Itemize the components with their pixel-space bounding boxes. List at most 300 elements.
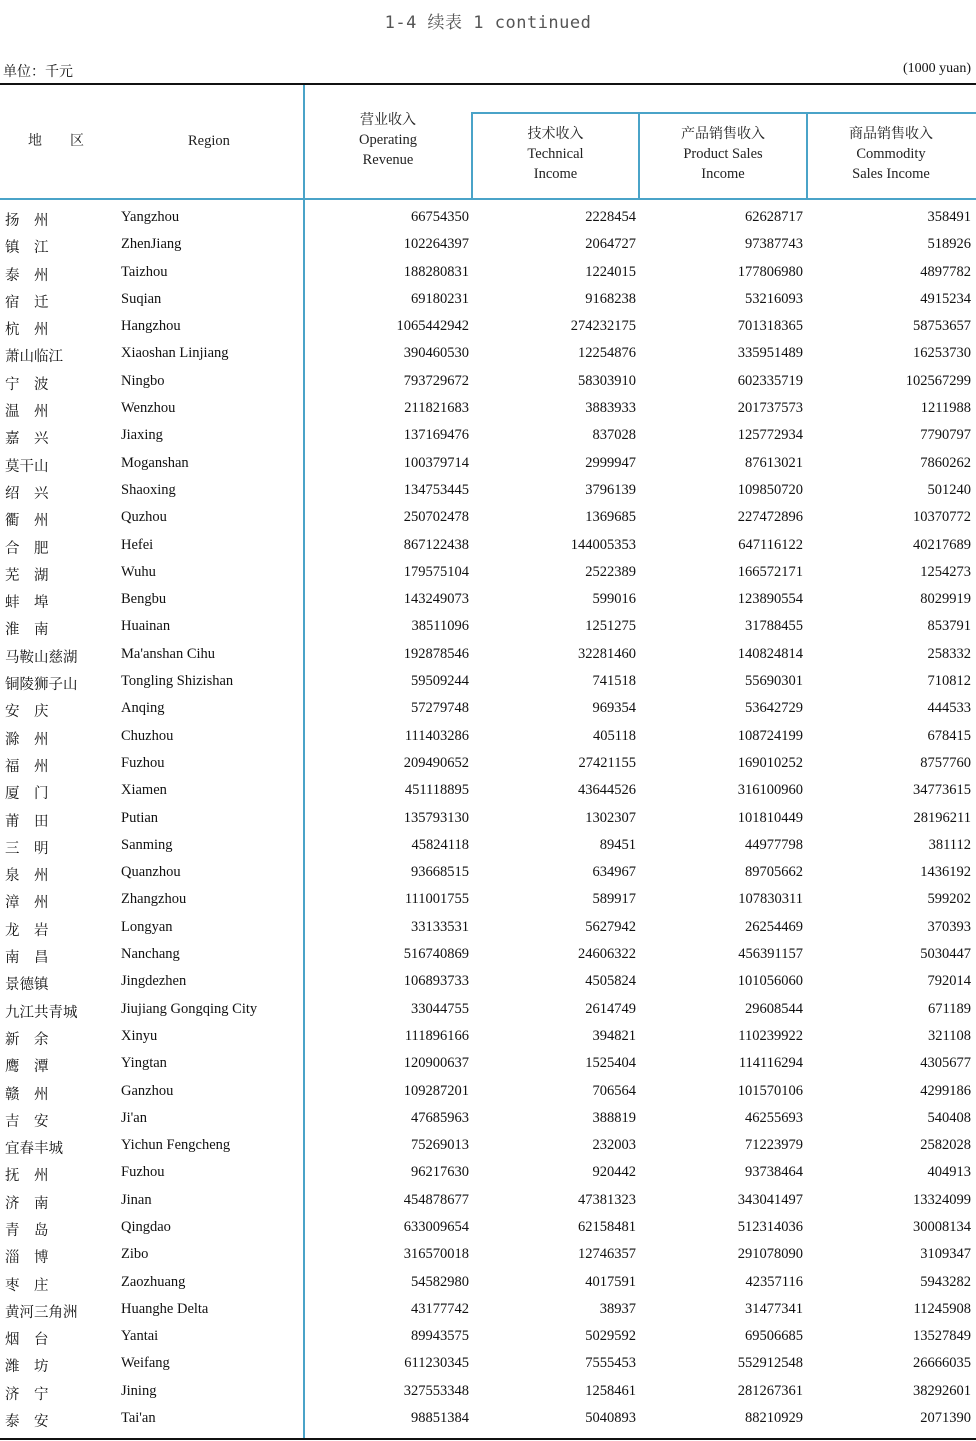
operating-revenue-cell: 111001755	[404, 891, 469, 908]
product-sales-income-cell: 512314036	[737, 1218, 803, 1235]
table-bottom-rule	[0, 1438, 976, 1440]
operating-revenue-cell: 75269013	[411, 1137, 469, 1154]
region-en-cell: Hangzhou	[121, 318, 181, 335]
region-en-cell: Moganshan	[121, 454, 189, 471]
operating-revenue-cell: 327553348	[403, 1382, 469, 1399]
technical-income-cell: 47381323	[578, 1191, 636, 1208]
commodity-sales-income-cell: 13324099	[913, 1191, 971, 1208]
region-en-cell: Zaozhuang	[121, 1273, 186, 1290]
commodity-sales-income-cell: 58753657	[913, 318, 971, 335]
technical-income-cell: 58303910	[578, 372, 636, 389]
operating-revenue-cell: 38511096	[411, 618, 469, 635]
region-en-cell: Wenzhou	[121, 400, 176, 417]
product-sales-income-cell: 456391157	[738, 946, 803, 963]
region-cn-cell: 三 明	[5, 840, 49, 857]
commodity-sales-income-cell: 34773615	[913, 782, 971, 799]
technical-income-cell: 969354	[592, 700, 636, 717]
region-en-cell: Huanghe Delta	[121, 1300, 209, 1317]
region-en-cell: Ma'anshan Cihu	[121, 645, 216, 662]
technical-income-cell: 405118	[593, 727, 636, 744]
technical-income-cell: 274232175	[570, 318, 636, 335]
region-cn-cell: 温 州	[5, 404, 49, 421]
product-sales-income-cell: 123890554	[737, 591, 803, 608]
technical-income-cell: 7555453	[585, 1355, 636, 1372]
header-technical-income: 技术收入 Technical Income	[527, 126, 584, 182]
region-en-cell: Yangzhou	[121, 209, 180, 225]
commodity-sales-income-cell: 40217689	[913, 536, 971, 553]
region-en-cell: Quanzhou	[121, 864, 181, 881]
commodity-sales-income-cell: 13527849	[913, 1328, 971, 1345]
commodity-sales-income-cell: 7860262	[920, 454, 971, 471]
product-sales-income-cell: 140824814	[737, 645, 803, 662]
region-cn-cell: 龙 岩	[5, 922, 49, 939]
commodity-sales-income-cell: 11245908	[913, 1300, 971, 1317]
product-sales-income-cell: 53216093	[745, 290, 803, 307]
table-row	[0, 1215, 976, 1242]
commodity-sales-income-cell: 4915234	[920, 290, 971, 307]
product-sales-income-cell: 88210929	[745, 1410, 803, 1427]
region-cn-cell: 宜春丰城	[5, 1141, 63, 1158]
commodity-sales-income-cell: 7790797	[920, 427, 971, 444]
technical-income-cell: 232003	[592, 1137, 636, 1154]
region-cn-cell: 滁 州	[5, 731, 49, 748]
header-sub-rule	[471, 112, 976, 114]
table-row	[0, 614, 976, 641]
operating-revenue-cell: 33133531	[411, 918, 469, 935]
table-row	[0, 751, 976, 778]
region-en-cell: Jining	[121, 1382, 157, 1399]
table-row	[0, 1079, 976, 1106]
technical-income-cell: 2228454	[585, 209, 636, 225]
region-cn-cell: 宿 迁	[5, 294, 49, 311]
technical-income-cell: 589917	[592, 891, 636, 908]
operating-revenue-cell: 100379714	[403, 454, 469, 471]
operating-revenue-cell: 188280831	[403, 263, 469, 280]
commodity-sales-income-cell: 853791	[927, 618, 971, 635]
region-cn-cell: 泰 州	[5, 267, 49, 284]
unit-label-en: (1000 yuan)	[902, 61, 971, 76]
region-cn-cell: 烟 台	[5, 1332, 49, 1349]
table-row	[0, 1188, 976, 1215]
operating-revenue-cell: 93668515	[411, 864, 469, 881]
region-cn-cell: 新 余	[5, 1031, 49, 1048]
commodity-sales-income-cell: 5030447	[920, 946, 971, 963]
operating-revenue-cell: 1065442942	[396, 318, 469, 335]
operating-revenue-cell: 33044755	[411, 1000, 469, 1017]
product-sales-income-cell: 169010252	[737, 754, 803, 771]
operating-revenue-cell: 59509244	[411, 673, 469, 690]
product-sales-income-cell: 602335719	[737, 372, 803, 389]
table-row	[0, 1106, 976, 1133]
region-en-cell: Yichun Fengcheng	[121, 1137, 231, 1154]
technical-income-cell: 9168238	[585, 290, 636, 307]
operating-revenue-cell: 106893733	[403, 973, 469, 990]
operating-revenue-cell: 102264397	[403, 236, 469, 253]
table-row	[0, 1324, 976, 1351]
region-cn-cell: 铜陵狮子山	[5, 677, 78, 694]
region-en-cell: Longyan	[121, 918, 173, 935]
commodity-sales-income-cell: 1254273	[920, 563, 971, 580]
region-cn-cell: 赣 州	[5, 1086, 49, 1103]
product-sales-income-cell: 291078090	[737, 1246, 803, 1263]
region-cn-cell: 芜 湖	[5, 567, 49, 584]
product-sales-income-cell: 110239922	[738, 1027, 803, 1044]
technical-income-cell: 43644526	[578, 782, 636, 799]
region-cn-cell: 镇 江	[5, 240, 49, 257]
commodity-sales-income-cell: 710812	[927, 673, 971, 690]
table-row	[0, 942, 976, 969]
commodity-sales-income-cell: 540408	[927, 1109, 971, 1126]
technical-income-cell: 837028	[592, 427, 636, 444]
table-row	[0, 423, 976, 450]
product-sales-income-cell: 46255693	[745, 1109, 803, 1126]
product-sales-income-cell: 125772934	[737, 427, 803, 444]
technical-income-cell: 5029592	[585, 1328, 636, 1345]
technical-income-cell: 32281460	[578, 645, 636, 662]
table-row	[0, 642, 976, 669]
region-cn-cell: 九江共青城	[5, 1004, 78, 1021]
region-cn-cell: 抚 州	[5, 1168, 49, 1185]
region-cn-cell: 鹰 潭	[5, 1059, 49, 1076]
region-en-cell: Weifang	[121, 1355, 170, 1372]
commodity-sales-income-cell: 4897782	[920, 263, 971, 280]
operating-revenue-cell: 135793130	[403, 809, 469, 826]
technical-income-cell: 89451	[599, 836, 636, 853]
technical-income-cell: 741518	[592, 673, 636, 690]
product-sales-income-cell: 31477341	[745, 1300, 803, 1317]
commodity-sales-income-cell: 102567299	[905, 372, 971, 389]
region-cn-cell: 厦 门	[5, 786, 49, 803]
table-row	[0, 505, 976, 532]
operating-revenue-cell: 54582980	[411, 1273, 469, 1290]
region-en-cell: Hefei	[121, 536, 154, 553]
region-en-cell: Zhangzhou	[121, 891, 187, 908]
region-cn-cell: 黄河三角洲	[5, 1304, 78, 1321]
product-sales-income-cell: 201737573	[737, 400, 803, 417]
technical-income-cell: 24606322	[578, 946, 636, 963]
operating-revenue-cell: 111403286	[404, 727, 469, 744]
technical-income-cell: 1525404	[585, 1055, 636, 1072]
operating-revenue-cell: 137169476	[403, 427, 469, 444]
commodity-sales-income-cell: 518926	[927, 236, 971, 253]
region-cn-cell: 泰 安	[5, 1414, 49, 1431]
commodity-sales-income-cell: 5943282	[920, 1273, 971, 1290]
region-cn-cell: 嘉 兴	[5, 431, 49, 448]
commodity-sales-income-cell: 28196211	[913, 809, 971, 826]
operating-revenue-cell: 57279748	[411, 700, 469, 717]
technical-income-cell: 920442	[592, 1164, 636, 1181]
technical-income-cell: 1224015	[585, 263, 636, 280]
operating-revenue-cell: 96217630	[411, 1164, 469, 1181]
table-row	[0, 1242, 976, 1269]
region-en-cell: Sanming	[121, 836, 173, 853]
technical-income-cell: 1302307	[585, 809, 636, 826]
commodity-sales-income-cell: 671189	[928, 1000, 971, 1017]
product-sales-income-cell: 109850720	[737, 481, 803, 498]
region-cn-cell: 扬 州	[5, 213, 49, 229]
region-en-cell: Fuzhou	[121, 1164, 165, 1181]
region-cn-cell: 杭 州	[5, 322, 49, 339]
technical-income-cell: 2999947	[585, 454, 636, 471]
operating-revenue-cell: 111896166	[404, 1027, 469, 1044]
technical-income-cell: 706564	[592, 1082, 636, 1099]
region-en-cell: Bengbu	[121, 591, 167, 608]
product-sales-income-cell: 166572171	[737, 563, 803, 580]
product-sales-income-cell: 335951489	[737, 345, 803, 362]
table-row	[0, 314, 976, 341]
commodity-sales-income-cell: 258332	[927, 645, 971, 662]
region-cn-cell: 潍 坊	[5, 1359, 49, 1376]
table-body	[0, 205, 976, 1433]
table-row	[0, 533, 976, 560]
region-cn-cell: 淮 南	[5, 622, 49, 639]
region-cn-cell: 安 庆	[5, 704, 49, 721]
operating-revenue-cell: 211821683	[404, 400, 469, 417]
region-en-cell: Ganzhou	[121, 1082, 174, 1099]
region-en-cell: Huainan	[121, 618, 171, 635]
region-en-cell: Xinyu	[121, 1027, 158, 1044]
region-en-cell: Ji'an	[121, 1109, 147, 1126]
header-bottom-rule	[0, 198, 976, 200]
region-en-cell: Wuhu	[121, 563, 156, 580]
region-en-cell: Yingtan	[121, 1055, 167, 1072]
region-cn-cell: 蚌 埠	[5, 595, 49, 612]
operating-revenue-cell: 451118895	[404, 782, 469, 799]
technical-income-cell: 388819	[592, 1109, 636, 1126]
region-en-cell: ZhenJiang	[121, 236, 182, 253]
operating-revenue-cell: 69180231	[411, 290, 469, 307]
region-en-cell: Jiujiang Gongqing City	[121, 1000, 258, 1017]
region-en-cell: Suqian	[121, 290, 162, 307]
technical-income-cell: 3796139	[585, 481, 636, 498]
region-cn-cell: 马鞍山慈湖	[5, 649, 78, 666]
region-en-cell: Zibo	[121, 1246, 149, 1263]
product-sales-income-cell: 42357116	[745, 1273, 803, 1290]
commodity-sales-income-cell: 26666035	[913, 1355, 971, 1372]
region-en-cell: Quzhou	[121, 509, 167, 526]
product-sales-income-cell: 101810449	[737, 809, 803, 826]
region-cn-cell: 淄 博	[5, 1250, 49, 1267]
table-row	[0, 887, 976, 914]
table-top-rule	[0, 83, 976, 85]
product-sales-income-cell: 62628717	[745, 209, 803, 225]
product-sales-income-cell: 108724199	[737, 727, 803, 744]
technical-income-cell: 2064727	[585, 236, 636, 253]
commodity-sales-income-cell: 599202	[927, 891, 971, 908]
region-en-cell: Chuzhou	[121, 727, 174, 744]
region-en-cell: Jinan	[121, 1191, 152, 1208]
table-row	[0, 205, 976, 232]
commodity-sales-income-cell: 8757760	[920, 754, 971, 771]
region-en-cell: Fuzhou	[121, 754, 165, 771]
table-row	[0, 1406, 976, 1433]
region-en-cell: Xiaoshan Linjiang	[121, 345, 229, 362]
table-row	[0, 1351, 976, 1378]
region-en-cell: Xiamen	[121, 782, 167, 799]
region-cn-cell: 莆 田	[5, 813, 49, 830]
product-sales-income-cell: 97387743	[745, 236, 803, 253]
operating-revenue-cell: 390460530	[403, 345, 469, 362]
product-sales-income-cell: 281267361	[737, 1382, 803, 1399]
commodity-sales-income-cell: 404913	[927, 1164, 971, 1181]
region-en-cell: Taizhou	[121, 263, 168, 280]
region-cn-cell: 济 宁	[5, 1386, 49, 1403]
region-cn-cell: 萧山临江	[5, 349, 63, 366]
table-row	[0, 1024, 976, 1051]
operating-revenue-cell: 611230345	[404, 1355, 469, 1372]
technical-income-cell: 62158481	[578, 1218, 636, 1235]
product-sales-income-cell: 227472896	[737, 509, 803, 526]
region-en-cell: Jiaxing	[121, 427, 163, 444]
table-row	[0, 287, 976, 314]
region-cn-cell: 漳 州	[5, 895, 49, 912]
header-region-en: Region	[188, 133, 230, 149]
region-en-cell: Shaoxing	[121, 481, 176, 498]
operating-revenue-cell: 143249073	[403, 591, 469, 608]
operating-revenue-cell: 316570018	[403, 1246, 469, 1263]
operating-revenue-cell: 47685963	[411, 1109, 469, 1126]
commodity-sales-income-cell: 444533	[927, 700, 971, 717]
technical-income-cell: 1251275	[585, 618, 636, 635]
region-cn-cell: 莫干山	[5, 458, 49, 475]
technical-income-cell: 1258461	[585, 1382, 636, 1399]
table-row	[0, 369, 976, 396]
region-cn-cell: 泉 州	[5, 868, 49, 885]
header-region-cn: 地 区	[28, 133, 84, 149]
unit-row	[3, 61, 971, 79]
operating-revenue-cell: 209490652	[403, 754, 469, 771]
product-sales-income-cell: 93738464	[745, 1164, 803, 1181]
region-cn-cell: 宁 波	[5, 376, 49, 393]
table-row	[0, 915, 976, 942]
region-en-cell: Anqing	[121, 700, 165, 717]
commodity-sales-income-cell: 10370772	[913, 509, 971, 526]
operating-revenue-cell: 134753445	[403, 481, 469, 498]
table-row	[0, 396, 976, 423]
technical-income-cell: 634967	[592, 864, 636, 881]
operating-revenue-cell: 454878677	[403, 1191, 469, 1208]
technical-income-cell: 1369685	[585, 509, 636, 526]
header-commodity-sales-income: 商品销售收入 Commodity Sales Income	[849, 126, 933, 182]
table-row	[0, 833, 976, 860]
table-row	[0, 696, 976, 723]
technical-income-cell: 27421155	[578, 754, 636, 771]
technical-income-cell: 144005353	[570, 536, 636, 553]
region-en-cell: Qingdao	[121, 1218, 171, 1235]
commodity-sales-income-cell: 30008134	[913, 1218, 971, 1235]
region-en-cell: Nanchang	[121, 946, 180, 963]
table-row	[0, 451, 976, 478]
region-cn-cell: 衢 州	[5, 513, 49, 530]
product-sales-income-cell: 107830311	[738, 891, 803, 908]
table-row	[0, 778, 976, 805]
product-sales-income-cell: 55690301	[745, 673, 803, 690]
table-row	[0, 997, 976, 1024]
operating-revenue-cell: 867122438	[403, 536, 469, 553]
operating-revenue-cell: 45824118	[411, 836, 469, 853]
commodity-sales-income-cell: 38292601	[913, 1382, 971, 1399]
commodity-sales-income-cell: 358491	[927, 209, 971, 225]
table-row	[0, 341, 976, 368]
commodity-sales-income-cell: 501240	[927, 481, 971, 498]
technical-income-cell: 5627942	[585, 918, 636, 935]
product-sales-income-cell: 316100960	[737, 782, 803, 799]
operating-revenue-cell: 98851384	[411, 1410, 469, 1427]
region-en-cell: Ningbo	[121, 372, 165, 389]
table-row	[0, 969, 976, 996]
region-cn-cell: 枣 庄	[5, 1277, 49, 1294]
product-sales-income-cell: 343041497	[737, 1191, 803, 1208]
commodity-sales-income-cell: 4299186	[920, 1082, 971, 1099]
operating-revenue-cell: 120900637	[403, 1055, 469, 1072]
commodity-sales-income-cell: 678415	[927, 727, 971, 744]
technical-income-cell: 599016	[592, 591, 636, 608]
operating-revenue-cell: 109287201	[403, 1082, 469, 1099]
page-title: 1-4 续表 1 continued	[384, 13, 592, 33]
technical-income-cell: 2614749	[585, 1000, 636, 1017]
region-cn-cell: 济 南	[5, 1195, 49, 1212]
commodity-sales-income-cell: 4305677	[920, 1055, 971, 1072]
technical-income-cell: 4017591	[585, 1273, 636, 1290]
table-row	[0, 724, 976, 751]
product-sales-income-cell: 101056060	[737, 973, 803, 990]
commodity-sales-income-cell: 381112	[928, 836, 971, 853]
commodity-sales-income-cell: 2582028	[920, 1137, 971, 1154]
operating-revenue-cell: 66754350	[411, 209, 469, 225]
table-row	[0, 587, 976, 614]
operating-revenue-cell: 43177742	[411, 1300, 469, 1317]
table-row	[0, 560, 976, 587]
header-product-sales-income: 产品销售收入 Product Sales Income	[681, 126, 765, 182]
technical-income-cell: 4505824	[585, 973, 636, 990]
product-sales-income-cell: 69506685	[745, 1328, 803, 1345]
table-row	[0, 478, 976, 505]
operating-revenue-cell: 192878546	[403, 645, 469, 662]
product-sales-income-cell: 647116122	[738, 536, 803, 553]
region-cn-cell: 青 岛	[5, 1222, 49, 1239]
table-row	[0, 1297, 976, 1324]
region-cn-cell: 福 州	[5, 758, 49, 775]
technical-income-cell: 12254876	[578, 345, 636, 362]
unit-label: 单位：千元	[3, 64, 73, 80]
commodity-sales-income-cell: 1211988	[920, 400, 971, 417]
region-en-cell: Tai'an	[121, 1410, 156, 1427]
product-sales-income-cell: 29608544	[745, 1000, 803, 1017]
commodity-sales-income-cell: 321108	[928, 1027, 971, 1044]
technical-income-cell: 5040893	[585, 1410, 636, 1427]
product-sales-income-cell: 177806980	[737, 263, 803, 280]
operating-revenue-cell: 250702478	[403, 509, 469, 526]
table-row	[0, 1379, 976, 1406]
table-row	[0, 1133, 976, 1160]
commodity-sales-income-cell: 3109347	[920, 1246, 971, 1263]
commodity-sales-income-cell: 2071390	[920, 1410, 971, 1427]
table-row	[0, 1160, 976, 1187]
header-operating-revenue: 营业收入 Operating Revenue	[359, 112, 417, 168]
table-row	[0, 806, 976, 833]
commodity-sales-income-cell: 370393	[927, 918, 971, 935]
region-cn-cell: 吉 安	[5, 1113, 49, 1130]
product-sales-income-cell: 701318365	[737, 318, 803, 335]
table-row	[0, 260, 976, 287]
commodity-sales-income-cell: 1436192	[920, 864, 971, 881]
product-sales-income-cell: 552912548	[737, 1355, 803, 1372]
technical-income-cell: 3883933	[585, 400, 636, 417]
operating-revenue-cell: 516740869	[403, 946, 469, 963]
commodity-sales-income-cell: 8029919	[920, 591, 971, 608]
technical-income-cell: 38937	[599, 1300, 636, 1317]
operating-revenue-cell: 633009654	[403, 1218, 469, 1235]
